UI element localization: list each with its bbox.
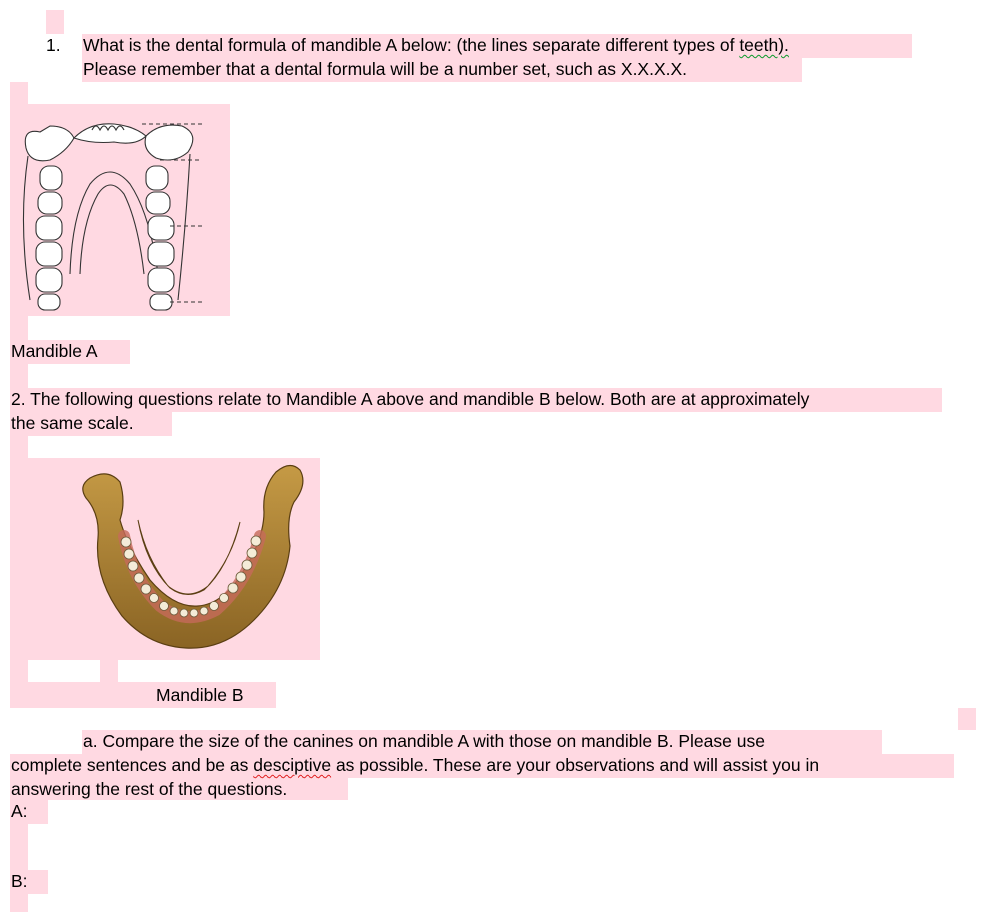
question-a-text-end: answering the rest of the questions.: [11, 779, 288, 799]
question-a-text: a. Compare the size of the canines on mandible A with those on mandible B. Please use: [83, 731, 765, 751]
highlight-block: [958, 708, 976, 730]
question-1-instruction: Please remember that a dental formula will be a number set, such as X.X.X.X.: [83, 59, 688, 79]
answer-a-label: A:: [11, 801, 28, 821]
figure-b-caption: Mandible B: [156, 685, 244, 705]
mandible-b-figure: [28, 458, 320, 660]
highlight-block: [10, 894, 28, 912]
question-2-text: 2. The following questions relate to Mandible A above and mandible B below. Both are at approximately: [11, 389, 810, 409]
highlight-block: [100, 660, 118, 682]
spellcheck-word: teeth).: [739, 35, 789, 55]
question-1-text: What is the dental formula of mandible A below: (the lines separate different types of teeth).: [83, 35, 789, 55]
highlight-block: [10, 364, 28, 388]
mandible-a-drawing: [10, 104, 230, 316]
figure-a-caption: Mandible A: [11, 341, 98, 361]
mandible-a-figure: [10, 104, 230, 316]
question-1-number: 1.: [46, 35, 61, 55]
highlight-block: [10, 82, 28, 104]
highlight-block: [46, 10, 64, 34]
question-a-text-cont: complete sentences and be as desciptive as possible. These are your observations and will assist you in: [11, 755, 820, 775]
highlight-block: [10, 458, 28, 708]
highlight-block: [10, 436, 28, 458]
spellcheck-word: desciptive: [253, 755, 332, 775]
question-2-text-cont: the same scale.: [11, 413, 134, 433]
mandible-b-drawing: [28, 458, 320, 660]
highlight-block: [10, 824, 28, 870]
highlight-block: [10, 316, 28, 340]
answer-b-label: B:: [11, 871, 28, 891]
